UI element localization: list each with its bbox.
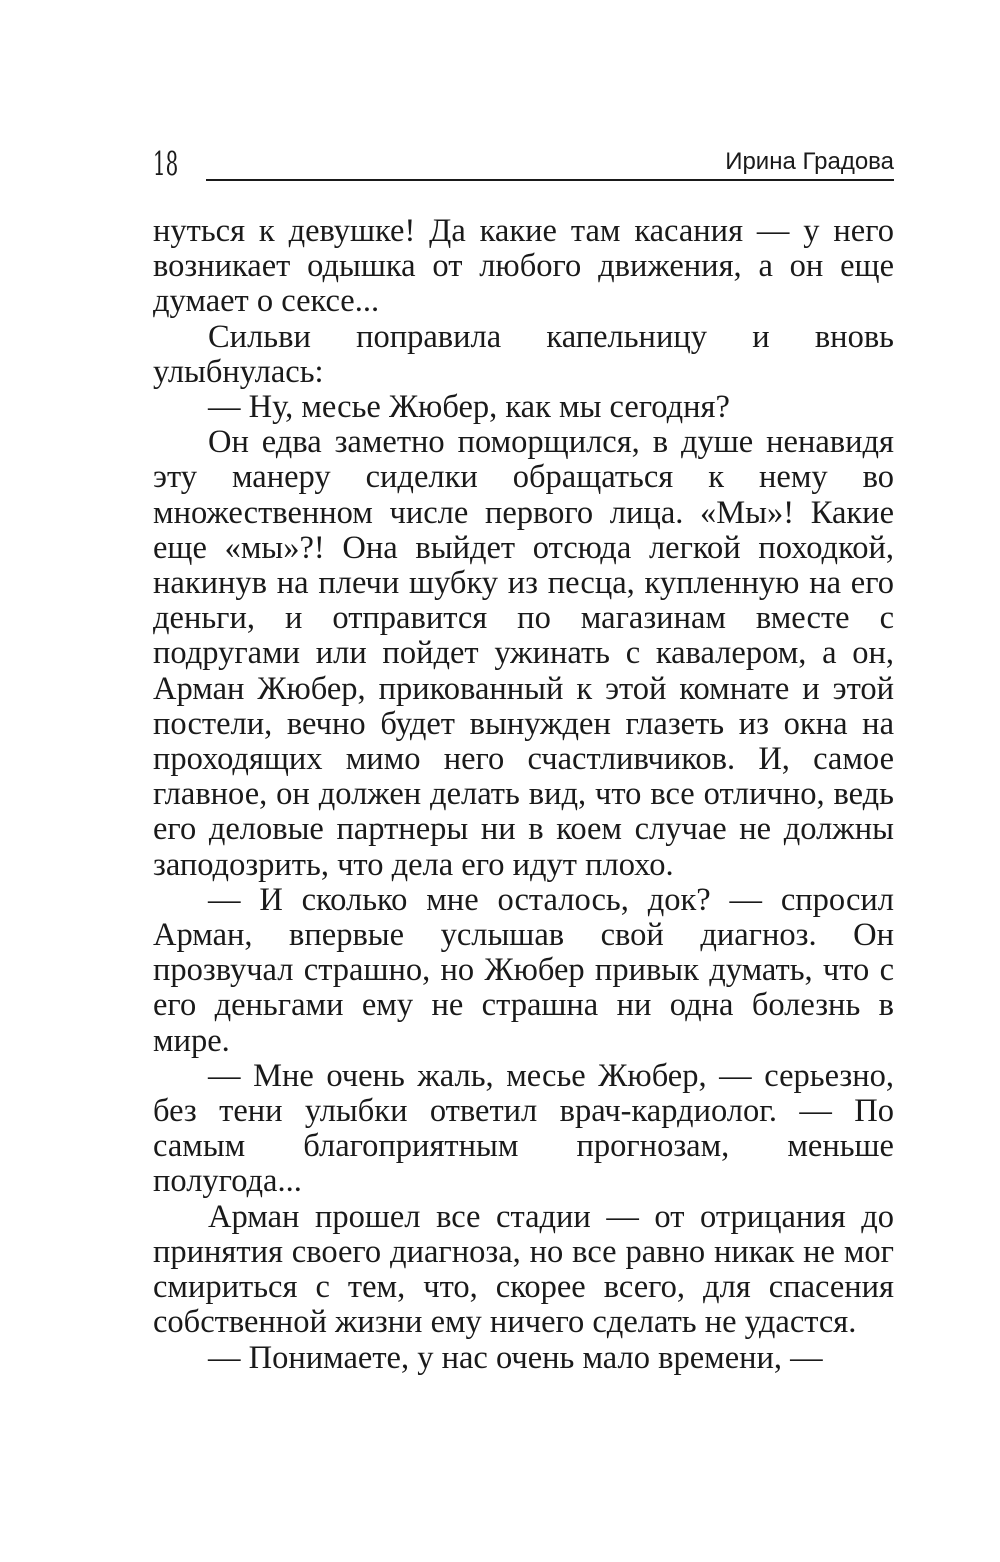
paragraph: Он едва заметно поморщился, в душе ненавидя эту манеру сиделки обращаться к нему во множественном числе первого лица. «Мы»! Какие еще «мы»?! Она выйдет отсюда легкой походкой, накинув на плечи шубку из песца, купленную на его деньги, и отправится по магазинам вместе с подругами или пойдет ужинать с кавалером, а он, Арман Жюбер, прикованный к этой комнате и этой постели, вечно будет вынужден глазеть из окна на проходящих мимо него счастливчиков. И, самое главное, он должен делать вид, что все отлично, ведь его деловые партнеры ни в коем случае не должны заподозрить, что дела его идут плохо. (153, 424, 894, 883)
paragraph: Арман прошел все стадии — от отрицания до принятия своего диагноза, но все равно никак не мог смириться с тем, что, скорее всего, для спасения собственной жизни ему ничего сделать не удастся. (153, 1198, 894, 1341)
running-title-author: Ирина Градова (725, 148, 894, 175)
paragraph: нуться к девушке! Да какие там касания — у него возникает одышка от любого движения, а он еще думает о сексе... (153, 213, 894, 320)
header-rule (206, 179, 894, 181)
page-number: 18 (153, 144, 179, 183)
paragraph: — Ну, месье Жюбер, как мы сегодня? (208, 389, 730, 426)
paragraph: — Понимаете, у нас очень мало времени, — (208, 1339, 823, 1376)
body-text (153, 214, 894, 1376)
paragraph: Сильви поправила капельницу и вновь улыбнулась: (153, 318, 894, 390)
paragraph: — И сколько мне осталось, док? — спросил Арман, впервые услышав свой диагноз. Он прозвучал страшно, но Жюбер привык думать, что с его деньгами ему не страшна ни одна болезнь в мире. (153, 881, 894, 1059)
paragraph: — Мне очень жаль, месье Жюбер, — серьезно, без тени улыбки ответил врач-кардиолог. — По самым благоприятным прогнозам, меньше полугода... (153, 1057, 894, 1200)
page-header (153, 140, 894, 188)
